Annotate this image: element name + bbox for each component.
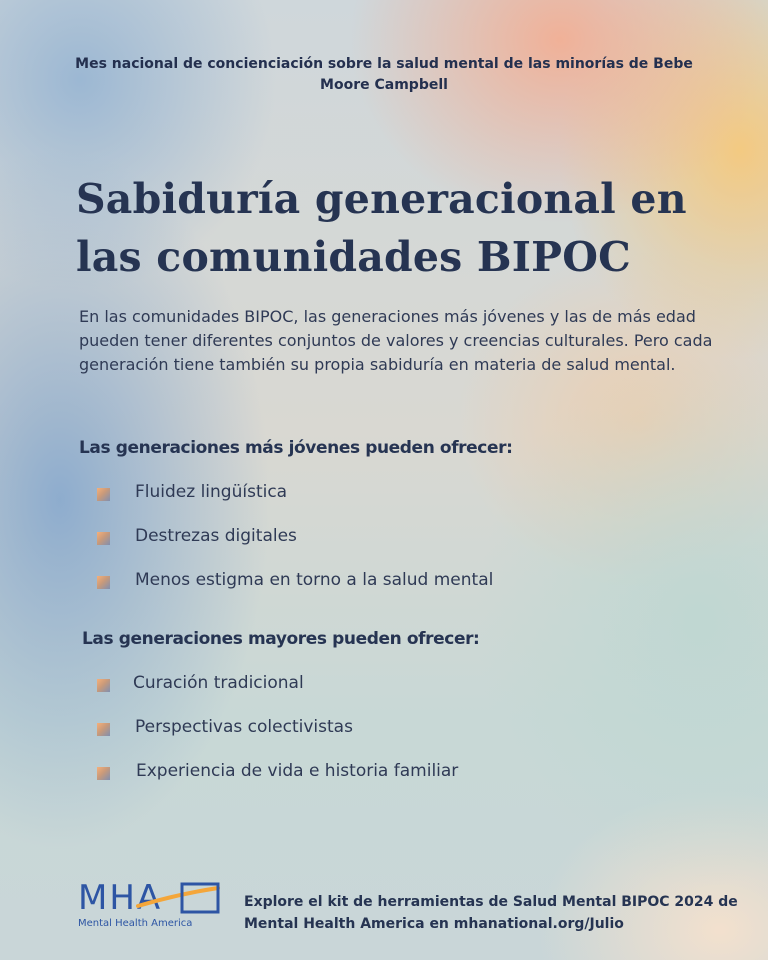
bullet-square-icon (97, 679, 110, 692)
younger-list-item: Destrezas digitales (135, 526, 297, 546)
younger-list-item: Fluidez lingüística (135, 482, 288, 502)
younger-list-item: Menos estigma en torno a la salud mental (135, 570, 494, 590)
toolkit-footer-text: Explore el kit de herramientas de Salud Mental BIPOC 2024 de Mental Health America en mhanational.org/Julio (244, 894, 738, 932)
older-list-item: Experiencia de vida e historia familiar (136, 761, 459, 781)
older-generations-heading: Las generaciones mayores pueden ofrecer: (82, 629, 480, 649)
older-list-item: Perspectivas colectivistas (135, 717, 353, 737)
mha-logo-mark: MHA (78, 878, 163, 918)
intro-paragraph: En las comunidades BIPOC, las generaciones más jóvenes y las de más edad pueden tener diferentes conjuntos de valores y creencias culturales. Pero cada generación tiene también su propia sabiduría en materia de salud mental. (79, 307, 713, 374)
bullet-square-icon (97, 532, 110, 545)
younger-generations-heading: Las generaciones más jóvenes pueden ofrecer: (79, 438, 513, 458)
bullet-square-icon (97, 576, 110, 589)
title-line-2: las comunidades BIPOC (76, 233, 631, 281)
page-title (76, 170, 736, 286)
bullet-square-icon (97, 488, 110, 501)
older-list-item: Curación tradicional (133, 673, 304, 693)
mha-logo-name: Mental Health America (78, 918, 193, 929)
logo-swoosh-icon (78, 880, 228, 920)
bullet-square-icon (97, 767, 110, 780)
mha-logo (78, 880, 228, 940)
title-line-1: Sabiduría generacional en (76, 175, 687, 223)
bullet-square-icon (97, 723, 110, 736)
awareness-month-kicker: Mes nacional de concienciación sobre la salud mental de las minorías de Bebe Moore Campbell (75, 56, 693, 93)
